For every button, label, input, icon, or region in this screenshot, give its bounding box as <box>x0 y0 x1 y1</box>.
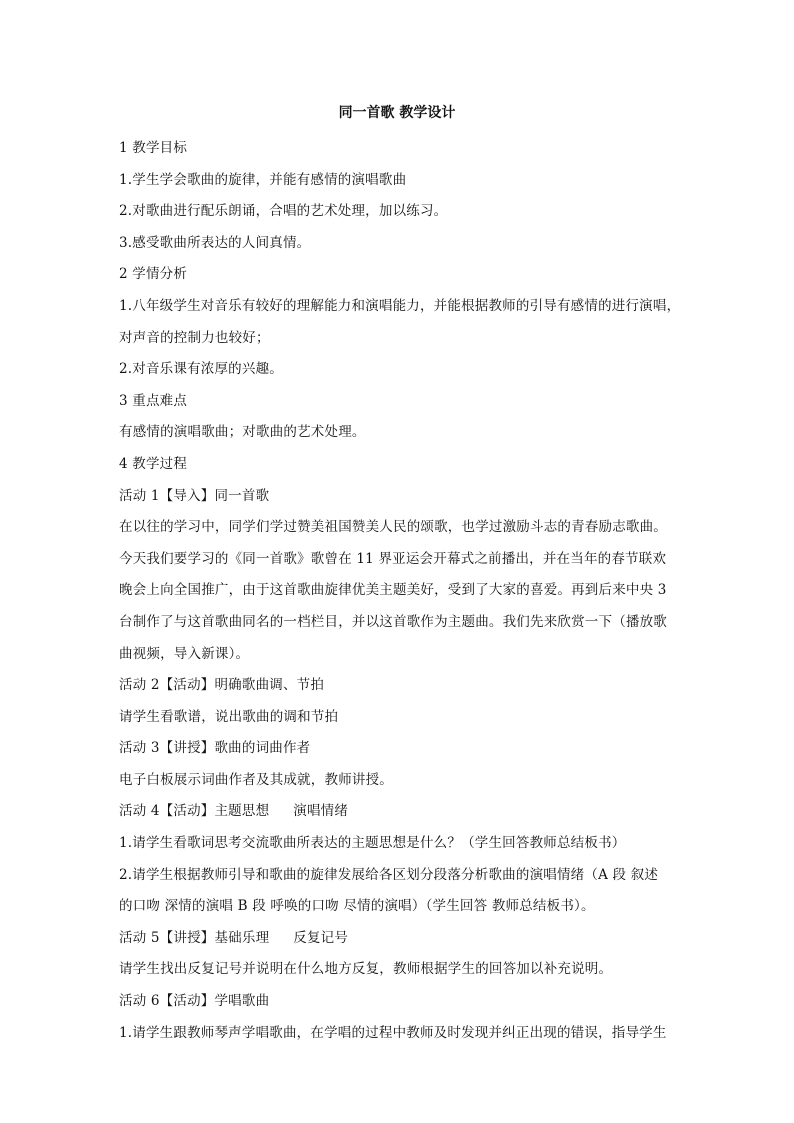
activity-heading-subtitle: 演唱情绪 <box>293 803 349 820</box>
activity-heading: 活动 1【导入】同一首歌 <box>119 487 270 504</box>
paragraph-line: 曲视频，导入新课）。 <box>119 645 250 662</box>
paragraph-line: 1.八年级学生对音乐有较好的理解能力和演唱能力，并能根据教师的引导有感情的进行演唱， <box>119 297 681 314</box>
paragraph-line: 今天我们要学习的《同一首歌》歌曾在 11 界亚运会开幕式之前播出，并在当年的春节联欢 <box>119 550 667 567</box>
section-heading-key-points: 3 重点难点 <box>119 392 188 409</box>
paragraph-line: 1.请学生跟教师琴声学唱歌曲，在学唱的过程中教师及时发现并纠正出现的错误，指导学生 <box>119 1024 667 1041</box>
section-heading-objectives: 1 教学目标 <box>119 140 188 156</box>
paragraph-line: 有感情的演唱歌曲；对歌曲的艺术处理。 <box>119 424 366 441</box>
paragraph-line: 2.请学生根据教师引导和歌曲的旋律发展给各区划分段落分析歌曲的演唱情绪（A 段 叙述 <box>119 866 659 883</box>
activity-heading-subtitle: 反复记号 <box>293 929 349 946</box>
activity-heading <box>119 923 679 955</box>
section-heading-analysis: 2 学情分析 <box>119 266 188 283</box>
paragraph-line: 的口吻 深情的演唱 B 段 呼唤的口吻 尽情的演唱）（学生回答 教师总结板书）。 <box>119 898 595 915</box>
paragraph-line: 2.对歌曲进行配乐朗诵，合唱的艺术处理，加以练习。 <box>119 203 448 220</box>
section-heading-process: 4 教学过程 <box>119 455 188 472</box>
paragraph-line: 2.对音乐课有浓厚的兴趣。 <box>119 361 283 378</box>
activity-heading: 活动 3【讲授】歌曲的词曲作者 <box>119 740 311 757</box>
paragraph-line: 台制作了与这首歌曲同名的一档栏目，并以这首歌作为主题曲。我们先来欣赏一下（播放歌 <box>119 613 667 630</box>
activity-heading <box>119 796 679 828</box>
paragraph-line: 对声音的控制力也较好； <box>119 329 270 346</box>
paragraph-line: 请学生找出反复记号并说明在什么地方反复，教师根据学生的回答加以补充说明。 <box>119 961 613 978</box>
activity-heading-label: 活动 4【活动】主题思想 <box>119 803 270 820</box>
document-body <box>119 133 679 1049</box>
paragraph-line: 在以往的学习中，同学们学过赞美祖国赞美人民的颂歌，也学过激励斗志的青春励志歌曲。 <box>119 519 667 536</box>
paragraph-line: 晚会上向全国推广，由于这首歌曲旋律优美主题美好，受到了大家的喜爱。再到后来中央 3 <box>119 582 667 599</box>
paragraph-line: 电子白板展示词曲作者及其成就，教师讲授。 <box>119 771 393 788</box>
paragraph-line: 3.感受歌曲所表达的人间真情。 <box>119 234 311 251</box>
activity-heading: 活动 6【活动】学唱歌曲 <box>119 993 270 1010</box>
activity-heading: 活动 2【活动】明确歌曲调、节拍 <box>119 677 325 694</box>
paragraph-line: 1.学生学会歌曲的旋律，并能有感情的演唱歌曲 <box>119 171 407 188</box>
paragraph-line: 请学生看歌谱，说出歌曲的调和节拍 <box>119 708 339 725</box>
paragraph-line: 1.请学生看歌词思考交流歌曲所表达的主题思想是什么？（学生回答教师总结板书） <box>119 835 626 852</box>
document-title: 同一首歌 教学设计 <box>338 105 456 121</box>
activity-heading-label: 活动 5【讲授】基础乐理 <box>119 929 270 946</box>
